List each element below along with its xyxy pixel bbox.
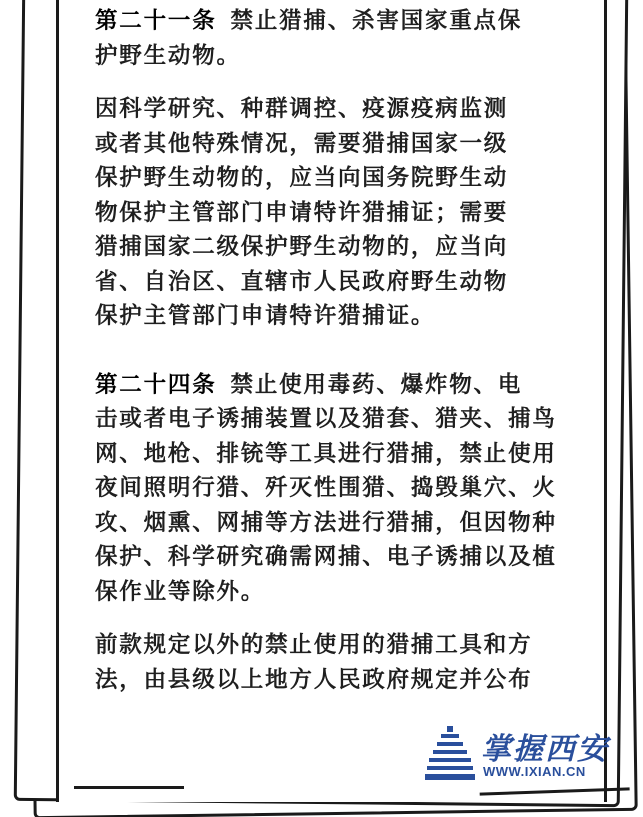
article-24-text-line: 网、地枪、排铳等工具进行猎捕，禁止使用	[95, 440, 557, 467]
article-24-para2-line: 前款规定以外的禁止使用的猎捕工具和方	[95, 632, 533, 658]
article-21-para2-line: 省、自治区、直辖市人民政府野生动物	[95, 268, 509, 295]
article-24-heading: 第二十四条	[95, 371, 217, 398]
article-24-text-line: 夜间照明行猎、歼灭性围猎、捣毁巢穴、火	[95, 475, 557, 501]
watermark-title: 掌握西安	[481, 732, 609, 767]
article-21-first-line	[95, 4, 575, 39]
article-24-text-line: 禁止使用毒药、爆炸物、电	[230, 371, 523, 398]
article-24-text-line: 攻、烟熏、网捕等方法进行猎捕，但因物种	[95, 509, 557, 536]
article-24-para2-line: 法，由县级以上地方人民政府规定并公布	[95, 666, 533, 693]
article-21-para2-line: 物保护主管部门申请特许猎捕证；需要	[95, 199, 509, 226]
article-21-text-line: 护野生动物。	[95, 42, 241, 69]
article-21-text-line: 禁止猎捕、杀害国家重点保	[230, 8, 523, 34]
watermark-url: WWW.IXIAN.CN	[483, 764, 586, 779]
article-24-text-line: 击或者电子诱捕装置以及猎套、猎夹、捕鸟	[95, 406, 557, 432]
article-21-para2-line: 或者其他特殊情况，需要猎捕国家一级	[95, 130, 509, 157]
article-24-text-line: 保作业等除外。	[95, 578, 266, 605]
law-text-content	[95, 4, 575, 697]
article-21-para2-line: 保护野生动物的，应当向国务院野生动	[95, 165, 509, 191]
article-21-para2-line: 猎捕国家二级保护野生动物的，应当向	[95, 234, 509, 260]
article-24-text-line: 保护、科学研究确需网捕、电子诱捕以及植	[95, 544, 557, 570]
article-21-heading: 第二十一条	[95, 8, 217, 34]
tower-logo-icon	[425, 724, 475, 784]
paper-underline-mark	[74, 786, 184, 789]
watermark	[425, 718, 640, 808]
article-21-para2-line: 保护主管部门申请特许猎捕证。	[95, 303, 436, 329]
article-24-first-line	[95, 368, 575, 403]
article-21-para2-line: 因科学研究、种群调控、疫源疫病监测	[95, 96, 509, 122]
